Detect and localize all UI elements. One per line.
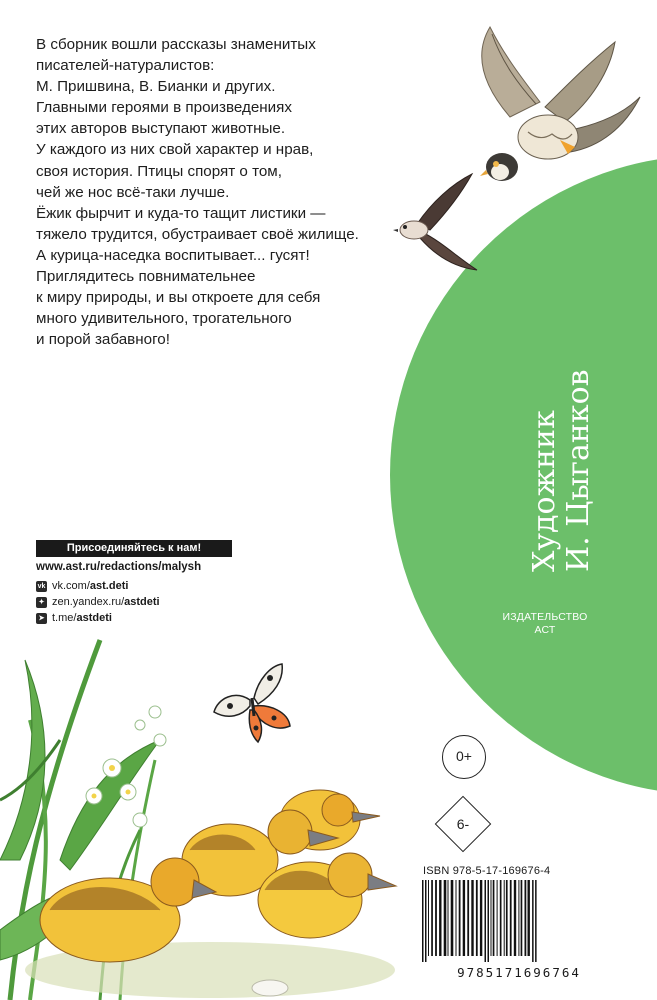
barcode-bar (431, 880, 433, 956)
barcode-bar (435, 880, 437, 956)
falcon-illustration (440, 22, 645, 192)
barcode (418, 880, 618, 962)
barcode-bar (504, 880, 505, 956)
barcode-bar (532, 880, 534, 962)
blurb-line: своя история. Птицы спорят о том, (36, 162, 282, 180)
age-rating-diamond (430, 791, 496, 857)
social-handle: astdeti (124, 596, 160, 608)
blurb-line: Приглядитесь повнимательнее (36, 268, 256, 286)
blurb-text (36, 34, 436, 350)
barcode-bar (510, 880, 512, 956)
barcode-bar (425, 880, 427, 962)
blurb-line: этих авторов выступают животные. (36, 120, 286, 138)
barcode-bar (459, 880, 461, 956)
illustrator-name: И. Цыганков (561, 369, 596, 572)
blurb-line: Ёжик фырчит и куда-то тащит листики — (36, 204, 326, 222)
blurb-line: к миру природы, и вы откроете для себя (36, 289, 321, 307)
join-banner: Присоединяйтесь к нам! (36, 540, 232, 557)
blurb-line: тяжело трудится, обустраивает своё жилище. (36, 225, 359, 243)
blurb-line: Главными героями в произведениях (36, 99, 292, 117)
vk-icon: vk (37, 582, 46, 590)
duckling (258, 853, 396, 938)
barcode-bar (480, 880, 482, 956)
barcode-digits: 9785171696764 (457, 965, 581, 980)
social-link-vk[interactable] (36, 578, 160, 594)
social-handle: astdeti (76, 612, 112, 624)
barcode-bar (535, 880, 537, 962)
zen-icon: ✦ (36, 597, 47, 608)
barcode-bar (514, 880, 516, 956)
telegram-icon: ➤ (36, 613, 47, 624)
swallow-illustration (392, 172, 487, 272)
barcode-bar (471, 880, 473, 956)
barcode-bar (500, 880, 502, 956)
age-rating-circle: 0+ (442, 735, 486, 779)
barcode-bar (528, 880, 530, 956)
barcode-bar (463, 880, 465, 956)
barcode-bar (476, 880, 478, 956)
barcode-bar (448, 880, 449, 956)
barcode-bar (525, 880, 527, 956)
social-prefix: zen.yandex.ru/ (52, 596, 125, 608)
barcode-bar (456, 880, 457, 956)
website-link[interactable]: www.ast.ru/redactions/malysh (36, 561, 202, 573)
barcode-bar (439, 880, 441, 956)
blurb-line: и порой забавного! (36, 331, 170, 349)
barcode-bar (451, 880, 454, 956)
barcode-bar (488, 880, 490, 962)
publisher-name (470, 611, 620, 637)
social-prefix: vk.com/ (52, 580, 90, 592)
ducklings-illustration (20, 770, 400, 1000)
barcode-bar (428, 880, 429, 956)
isbn-number: ISBN 978-5-17-169676-4 (423, 865, 551, 877)
blurb-line: М. Пришвина, В. Бианки и других. (36, 78, 276, 96)
blurb-line: много удивительного, трогательного (36, 310, 292, 328)
butterfly-illustration (210, 660, 295, 745)
barcode-bar (485, 880, 487, 962)
barcode-bar (506, 880, 508, 956)
barcode-bar (497, 880, 498, 956)
publisher-line: АСТ (534, 624, 556, 636)
publisher-line: ИЗДАТЕЛЬСТВО (502, 611, 588, 623)
blurb-line: чей же нос всё-таки лучше. (36, 183, 230, 201)
barcode-bar (422, 880, 424, 962)
blurb-line: В сборник вошли рассказы знаменитых (36, 36, 316, 53)
blurb-line: У каждого из них свой характер и нрав, (36, 141, 314, 159)
barcode-bar (493, 880, 495, 956)
barcode-bar (491, 880, 492, 956)
social-prefix: t.me/ (52, 612, 77, 624)
illustrator-title: Художник (527, 410, 562, 572)
barcode-bar (521, 880, 523, 956)
blurb-line: писателей-натуралистов: (36, 57, 215, 75)
barcode-bar (444, 880, 447, 956)
barcode-bar (467, 880, 469, 956)
social-handle: ast.deti (89, 580, 129, 592)
rating-text: 6- (456, 816, 470, 832)
barcode-bar (518, 880, 519, 956)
blurb-line: А курица-наседка воспитывает... гусят! (36, 246, 310, 264)
